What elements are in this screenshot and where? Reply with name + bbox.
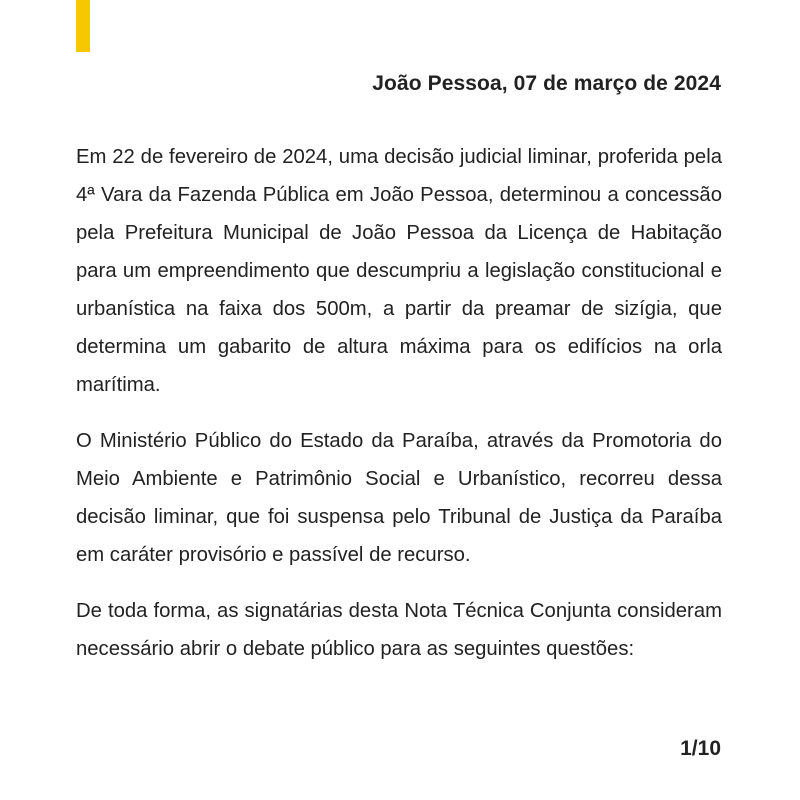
paragraph-debate: De toda forma, as signatárias desta Nota Técnica Conjunta consideram necessário abrir o debate público para as seguintes questões: (76, 600, 722, 660)
paragraph-decision: Em 22 de fevereiro de 2024, uma decisão judicial liminar, proferida pela 4ª Vara da Fazenda Pública em João Pessoa, determinou a concessão pela Prefeitura Municipal de João Pessoa da Licença de Habitação para um empreendimento que descumpriu a legislação constitucional e urbanística na faixa dos 500m, a partir da preamar de sizígia, que determina um gabarito de altura máxima para os edifícios na orla marítima. (76, 146, 722, 396)
page-number: 1/10 (680, 737, 721, 760)
paragraph-appeal: O Ministério Público do Estado da Paraíba, através da Promotoria do Meio Ambiente e Patrimônio Social e Urbanístico, recorreu dessa decisão liminar, que foi suspensa pelo Tribunal de Justiça da Paraíba em caráter provisório e passível de recurso. (76, 430, 722, 566)
document-body (76, 138, 722, 686)
document-date: João Pessoa, 07 de março de 2024 (372, 72, 721, 95)
accent-bar (76, 0, 90, 52)
